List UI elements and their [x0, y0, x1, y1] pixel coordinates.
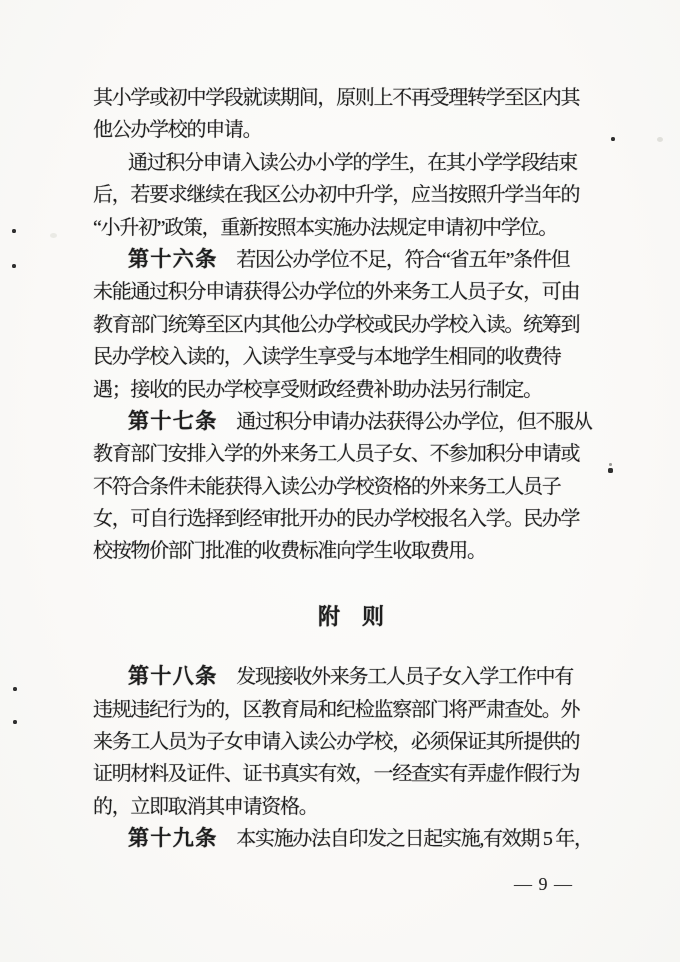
- text-line: [93, 823, 593, 855]
- text-line: [93, 503, 583, 535]
- text-line: [93, 244, 583, 276]
- text-line: [93, 309, 583, 341]
- body-text: 不符合条件未能获得入读公办学校资格的外来务工人员子: [93, 475, 561, 498]
- body-text: 其小学或初中学段就读期间，原则上不再受理转学至区内其: [93, 87, 580, 109]
- article-number: 第十六条: [128, 247, 218, 271]
- article-number: 第十七条: [128, 409, 218, 433]
- scan-speck: [13, 720, 17, 724]
- text-line: [93, 276, 583, 308]
- text-line: [93, 114, 583, 146]
- scan-speck: [609, 463, 612, 466]
- article-number: 第十八条: [128, 665, 218, 689]
- text-line: [93, 179, 583, 211]
- scan-speck: [13, 687, 17, 691]
- body-text: 教育部门统筹至区内其他公办学校或民办学校入读。统筹到: [93, 313, 580, 336]
- text-line: [93, 758, 583, 790]
- text-line: [93, 726, 583, 758]
- scan-speck: [12, 229, 16, 233]
- text-line: [93, 791, 583, 823]
- body-text: 的，立即取消其申请资格。: [93, 795, 318, 818]
- body-text: 通过积分申请办法获得公办学位，但不服从: [217, 410, 592, 433]
- text-line: [93, 82, 583, 114]
- section-heading: [106, 601, 596, 633]
- page-number: — 9 —: [514, 874, 573, 894]
- text-line: [93, 535, 583, 567]
- text-line: [93, 661, 583, 693]
- body-text: 违规违纪行为的，区教育局和纪检监察部门将严肃查处。外: [93, 698, 580, 721]
- scan-speck: [611, 137, 615, 141]
- body-text: 遇；接收的民办学校享受财政经费补助办法另行制定。: [93, 378, 542, 401]
- body-text: 他公办学校的申请。: [93, 119, 262, 142]
- text-line: [93, 212, 583, 244]
- body-text: 证明材料及证件、证书真实有效，一经查实有弄虚作假行为: [93, 763, 580, 786]
- text-line: [93, 438, 583, 470]
- body-text: 通过积分申请入读公办小学的学生，在其小学学段结束: [128, 151, 577, 174]
- document-body: [93, 82, 593, 856]
- body-text: 若因公办学位不足，符合“省五年”条件但: [217, 248, 570, 271]
- body-text: 来务工人员为子女申请入读公办学校，必须保证其所提供的: [93, 731, 580, 754]
- text-line: [93, 147, 583, 179]
- text-line: [93, 471, 583, 503]
- body-text: 女，可自行选择到经审批开办的民办学校报名入学。民办学: [93, 508, 580, 531]
- article-number: 第十九条: [128, 827, 218, 851]
- body-text: 民办学校入读的，入读学生享受与本地学生相同的收费待: [93, 346, 561, 369]
- body-text: 教育部门安排入学的外来务工人员子女、不参加积分申请或: [93, 443, 580, 466]
- body-text: 发现接收外来务工人员子女入学工作中有: [217, 666, 573, 689]
- text-line: [93, 374, 583, 406]
- scan-speck: [608, 468, 613, 473]
- body-text: “小升初”政策，重新按照本实施办法规定申请初中学位。: [93, 216, 557, 239]
- text-line: [93, 341, 583, 373]
- body-text: 后，若要求继续在我区公办初中升学，应当按照升学当年的: [93, 184, 580, 207]
- scan-speck: [12, 264, 16, 268]
- scan-smudge: [657, 137, 663, 142]
- scan-smudge: [50, 233, 57, 238]
- body-text: 本实施办法自印发之日起实施,有效期 5 年，: [217, 828, 593, 851]
- heading-text: 附 则: [317, 603, 384, 629]
- body-text: 校按物价部门批准的收费标准向学生收取费用。: [93, 540, 486, 563]
- body-text: 未能通过积分申请获得公办学位的外来务工人员子女，可由: [93, 281, 580, 304]
- text-line: [93, 694, 583, 726]
- text-line: [93, 406, 592, 438]
